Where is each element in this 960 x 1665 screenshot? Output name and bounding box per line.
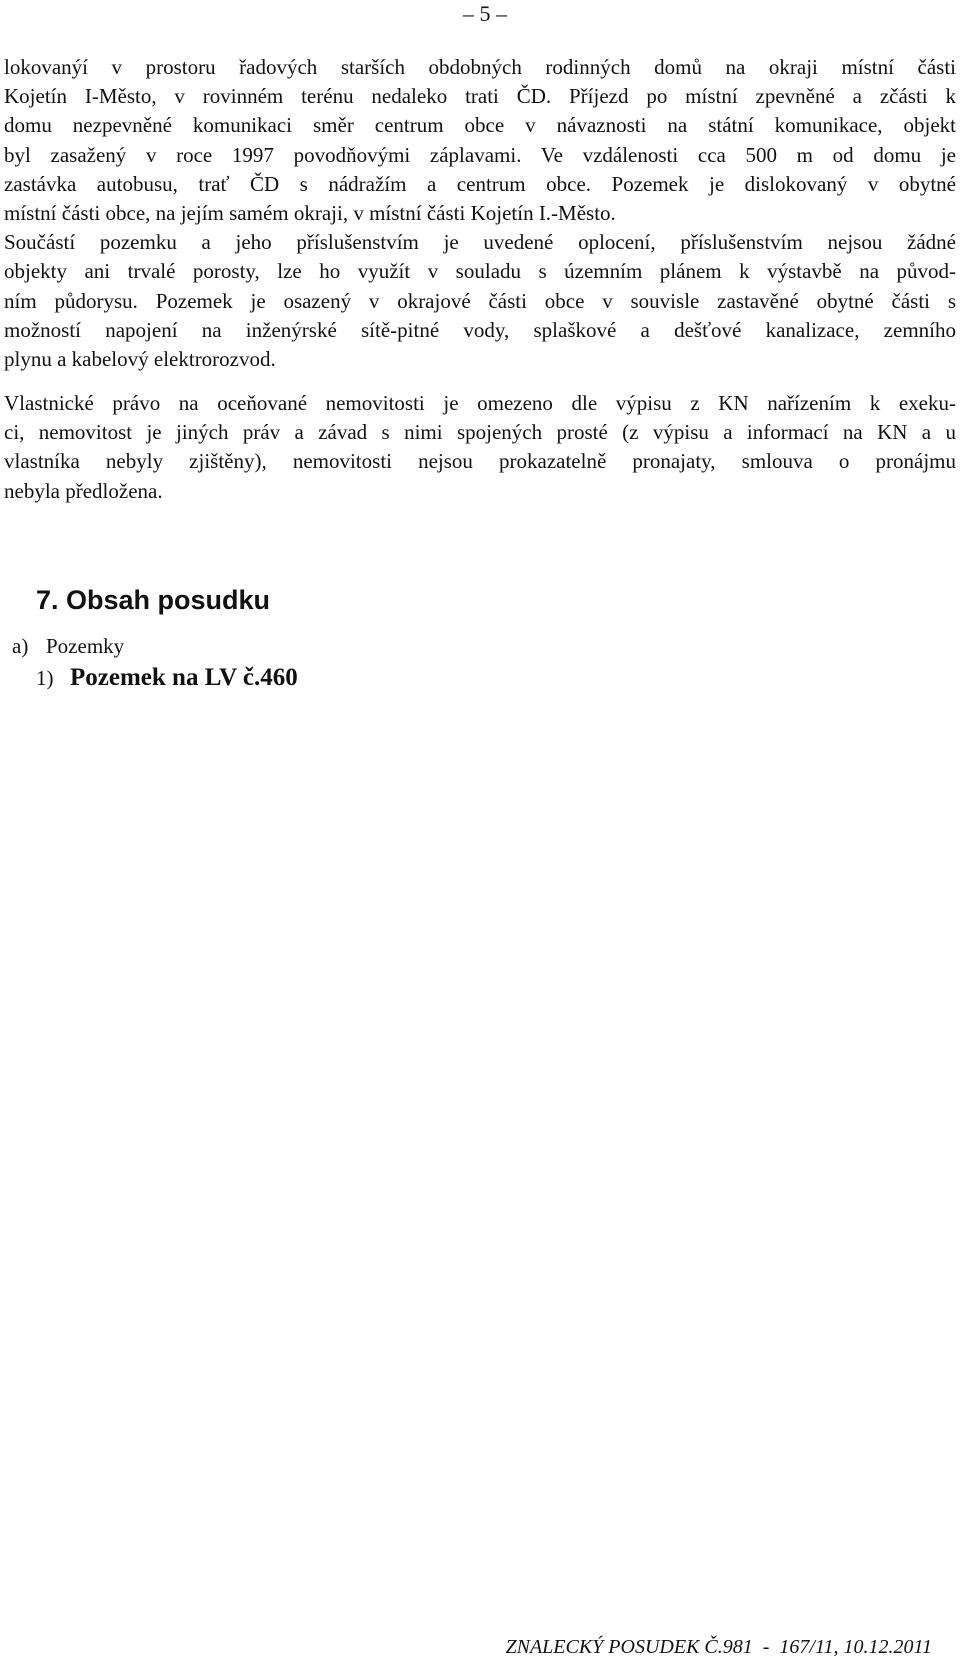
- text-line: Vlastnické právo na oceňované nemovitosti je omezeno dle výpisu z KN nařízením k exeku-: [4, 391, 956, 415]
- list-item-pozemky: [12, 632, 124, 660]
- list-label: Pozemek na LV č.460: [70, 664, 298, 691]
- text-line: Kojetín I-Město, v rovinném terénu nedaleko trati ČD. Příjezd po místní zpevněné a zčásti k: [4, 84, 956, 109]
- list-item-pozemek-lv: [36, 662, 298, 694]
- paragraph-location: [4, 53, 956, 374]
- text-line: nebyla předložena.: [4, 478, 163, 503]
- paragraph-ownership: [4, 389, 956, 506]
- text-line: ním půdorysu. Pozemek je osazený v okrajové části obce v souvisle zastavěné obytné části s: [4, 288, 956, 313]
- text-line: místní části obce, na jejím samém okraji, v místní části Kojetín I.-Město.: [4, 201, 616, 226]
- text-line: byl zasažený v roce 1997 povodňovými záplavami. Ve vzdálenosti cca 500 m od domu je: [4, 142, 956, 167]
- text-line: objekty ani trvalé porosty, lze ho využít v souladu s územním plánem k výstavbě na původ-: [4, 259, 956, 284]
- list-label: Pozemky: [46, 634, 125, 658]
- page-number: – 5 –: [463, 1, 507, 26]
- text-line: zastávka autobusu, trať ČD s nádražím a centrum obce. Pozemek je dislokovaný v obytné: [4, 171, 956, 196]
- text-line: možností napojení na inženýrské sítě-pitné vody, splaškové a dešťové kanalizace, zemního: [4, 317, 956, 342]
- text-line: Součástí pozemku a jeho příslušenstvím je uvedené oplocení, příslušenstvím nejsou žádné: [4, 230, 956, 255]
- text-line: ci, nemovitost je jiných práv a závad s nimi spojených prosté (z výpisu a informací na KN a u: [4, 420, 956, 445]
- text-line: vlastníka nebyly zjištěny), nemovitosti nejsou prokazatelně pronajaty, smlouva o pronájmu: [4, 449, 956, 474]
- page-footer: ZNALECKÝ POSUDEK Č.981 - 167/11, 10.12.2011: [505, 1636, 932, 1658]
- list-marker: a): [12, 634, 29, 658]
- text-line: plynu a kabelový elektrorozvod.: [4, 347, 276, 372]
- text-line: lokovanýí v prostoru řadových starších obdobných rodinných domů na okraji místní části: [4, 55, 956, 79]
- text-line: domu nezpevněné komunikaci směr centrum obce v návaznosti na státní komunikace, objekt: [4, 113, 956, 138]
- list-marker: 1): [36, 666, 54, 690]
- section-heading: 7. Obsah posudku: [36, 585, 271, 615]
